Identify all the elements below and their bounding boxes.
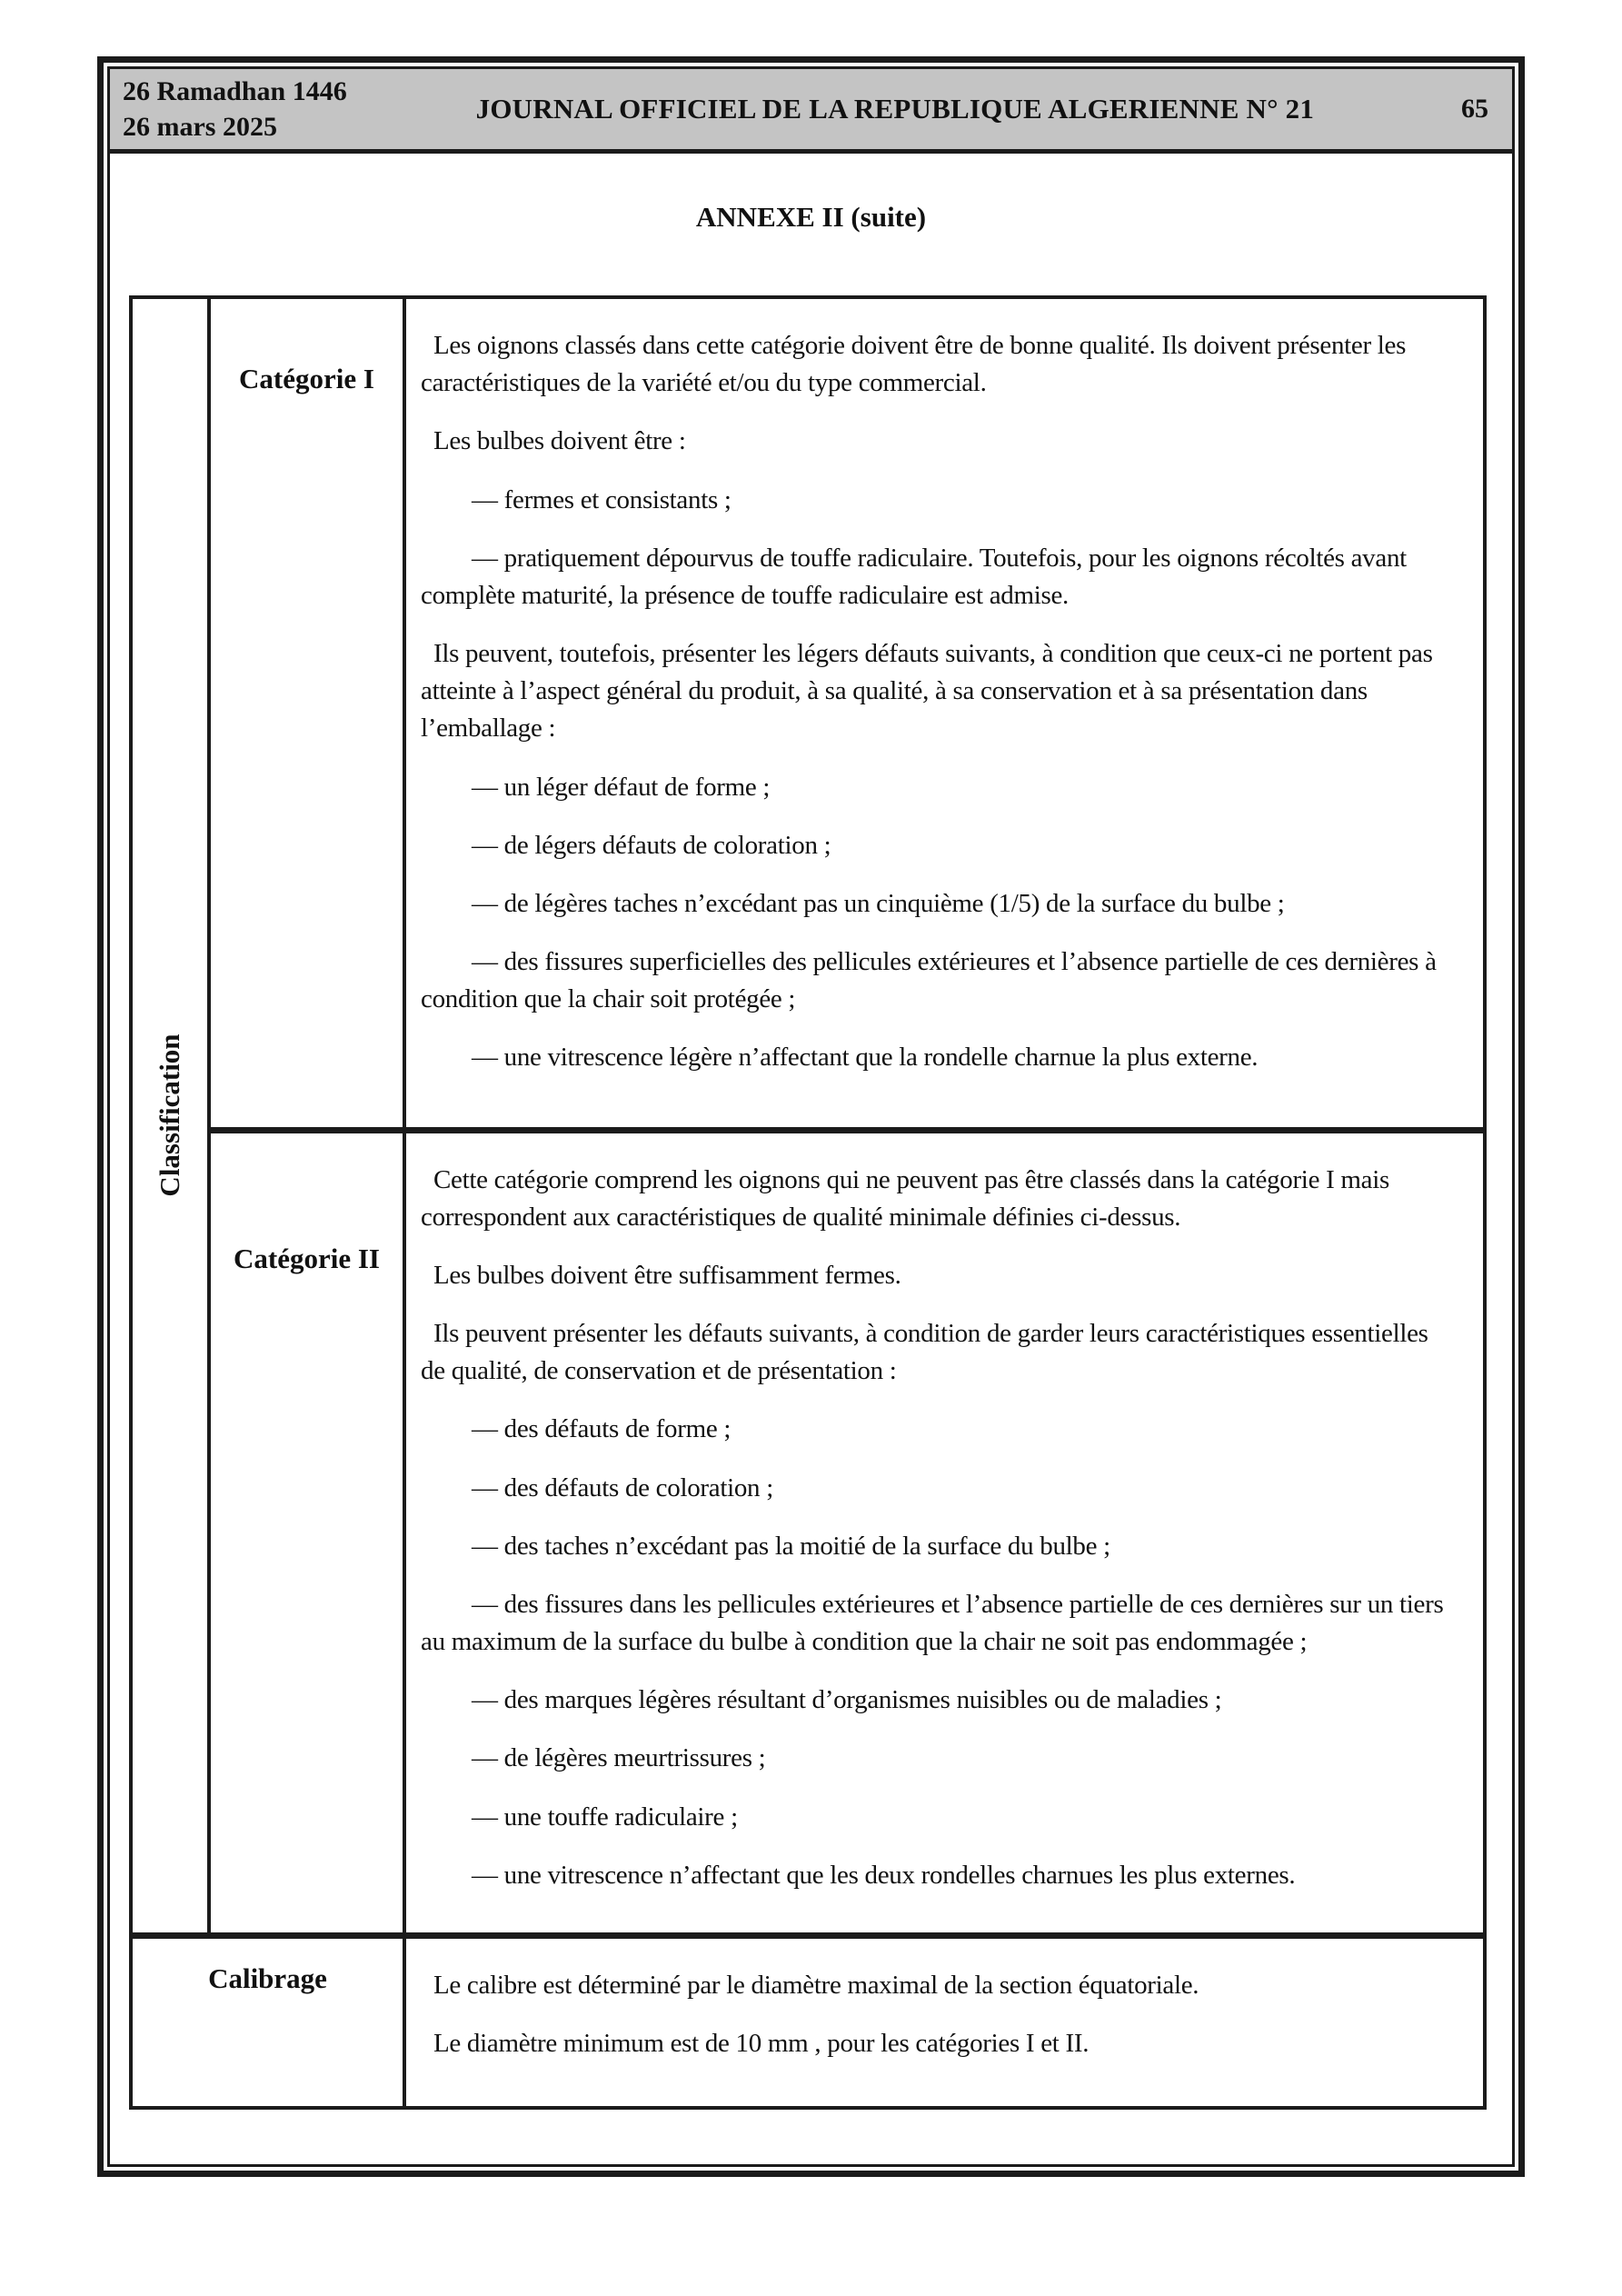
paragraph: — de légères taches n’excédant pas un cinquième (1/5) de la surface du bulbe ;: [472, 888, 1285, 918]
category-2-content: [404, 1130, 1485, 1935]
date-hijri: 26 Ramadhan 1446: [123, 76, 347, 106]
paragraph: — des taches n’excédant pas la moitié de la surface du bulbe ;: [472, 1531, 1110, 1561]
paragraph: — une vitrescence légère n’affectant que la rondelle charnue la plus externe.: [472, 1043, 1259, 1073]
paragraph: — des fissures superficielles des pellicules extérieures et l’absence partielle de ces dernières à condition que la chair soit protégée ;: [421, 947, 1437, 1014]
paragraph: — un léger défaut de forme ;: [472, 772, 771, 802]
paragraph: — pratiquement dépourvus de touffe radiculaire. Toutefois, pour les oignons récoltés avant complète maturité, la présence de touffe radiculaire est admise.: [421, 543, 1407, 610]
header-dates: [123, 74, 347, 145]
paragraph: — des fissures dans les pellicules extérieures et l’absence partielle de ces dernières sur un tiers au maximum de la surface du bulbe à condition que la chair ne soit pas endommagée ;: [421, 1589, 1444, 1657]
calibrage-content: [404, 1935, 1485, 2108]
date-gregorian: 26 mars 2025: [123, 112, 277, 142]
header-band: [110, 69, 1512, 154]
paragraph: Les bulbes doivent être suffisamment fermes.: [433, 1260, 901, 1290]
classification-table: [129, 295, 1487, 2110]
table-row-calibrage: [131, 1935, 1485, 2108]
paragraph: Les oignons classés dans cette catégorie doivent être de bonne qualité. Ils doivent présenter les caractéristiques de la variété et/ou du type commercial.: [421, 331, 1407, 398]
category-1-label: Catégorie I: [209, 297, 404, 1130]
classification-cell: [131, 297, 209, 1935]
journal-title: JOURNAL OFFICIEL DE LA REPUBLIQUE ALGERIENNE N° 21: [475, 93, 1315, 125]
classification-label: Classification: [154, 1033, 185, 1197]
paragraph: Le calibre est déterminé par le diamètre maximal de la section équatoriale.: [433, 1970, 1199, 2000]
table-row-category-1: [131, 297, 1485, 1130]
paragraph: — une vitrescence n’affectant que les deux rondelles charnues les plus externes.: [472, 1860, 1296, 1890]
paragraph: Les bulbes doivent être :: [433, 426, 686, 456]
paragraph: Le diamètre minimum est de 10 mm , pour les catégories I et II.: [433, 2028, 1090, 2058]
paragraph: Ils peuvent, toutefois, présenter les légers défauts suivants, à condition que ceux-ci ne portent pas atteinte à l’aspect général du produit, à sa qualité, à sa conservation et à sa présentation dans l’emballage :: [421, 639, 1433, 744]
category-1-content: [404, 297, 1485, 1130]
paragraph: Cette catégorie comprend les oignons qui ne peuvent pas être classés dans la catégorie I mais correspondent aux caractéristiques de qualité minimale définies ci-dessus.: [421, 1164, 1389, 1232]
paragraph: — fermes et consistants ;: [472, 484, 731, 514]
calibrage-label: Calibrage: [131, 1935, 404, 2108]
annexe-title: ANNEXE II (suite): [695, 201, 927, 233]
page-number: 65: [1461, 94, 1488, 124]
paragraph: — des défauts de coloration ;: [472, 1472, 773, 1502]
table-row-category-2: [131, 1130, 1485, 1935]
paragraph: — des marques légères résultant d’organismes nuisibles ou de maladies ;: [472, 1685, 1222, 1715]
page-frame-inner: [107, 66, 1515, 2167]
paragraph: — des défauts de forme ;: [472, 1414, 731, 1444]
paragraph: — de légères meurtrissures ;: [472, 1743, 766, 1773]
category-2-label: Catégorie II: [209, 1130, 404, 1935]
paragraph: Ils peuvent présenter les défauts suivants, à condition de garder leurs caractéristiques essentielles de qualité, de conservation et de présentation :: [421, 1319, 1428, 1386]
page-frame: [97, 56, 1525, 2177]
paragraph: — une touffe radiculaire ;: [472, 1802, 738, 1832]
paragraph: — de légers défauts de coloration ;: [472, 830, 831, 860]
